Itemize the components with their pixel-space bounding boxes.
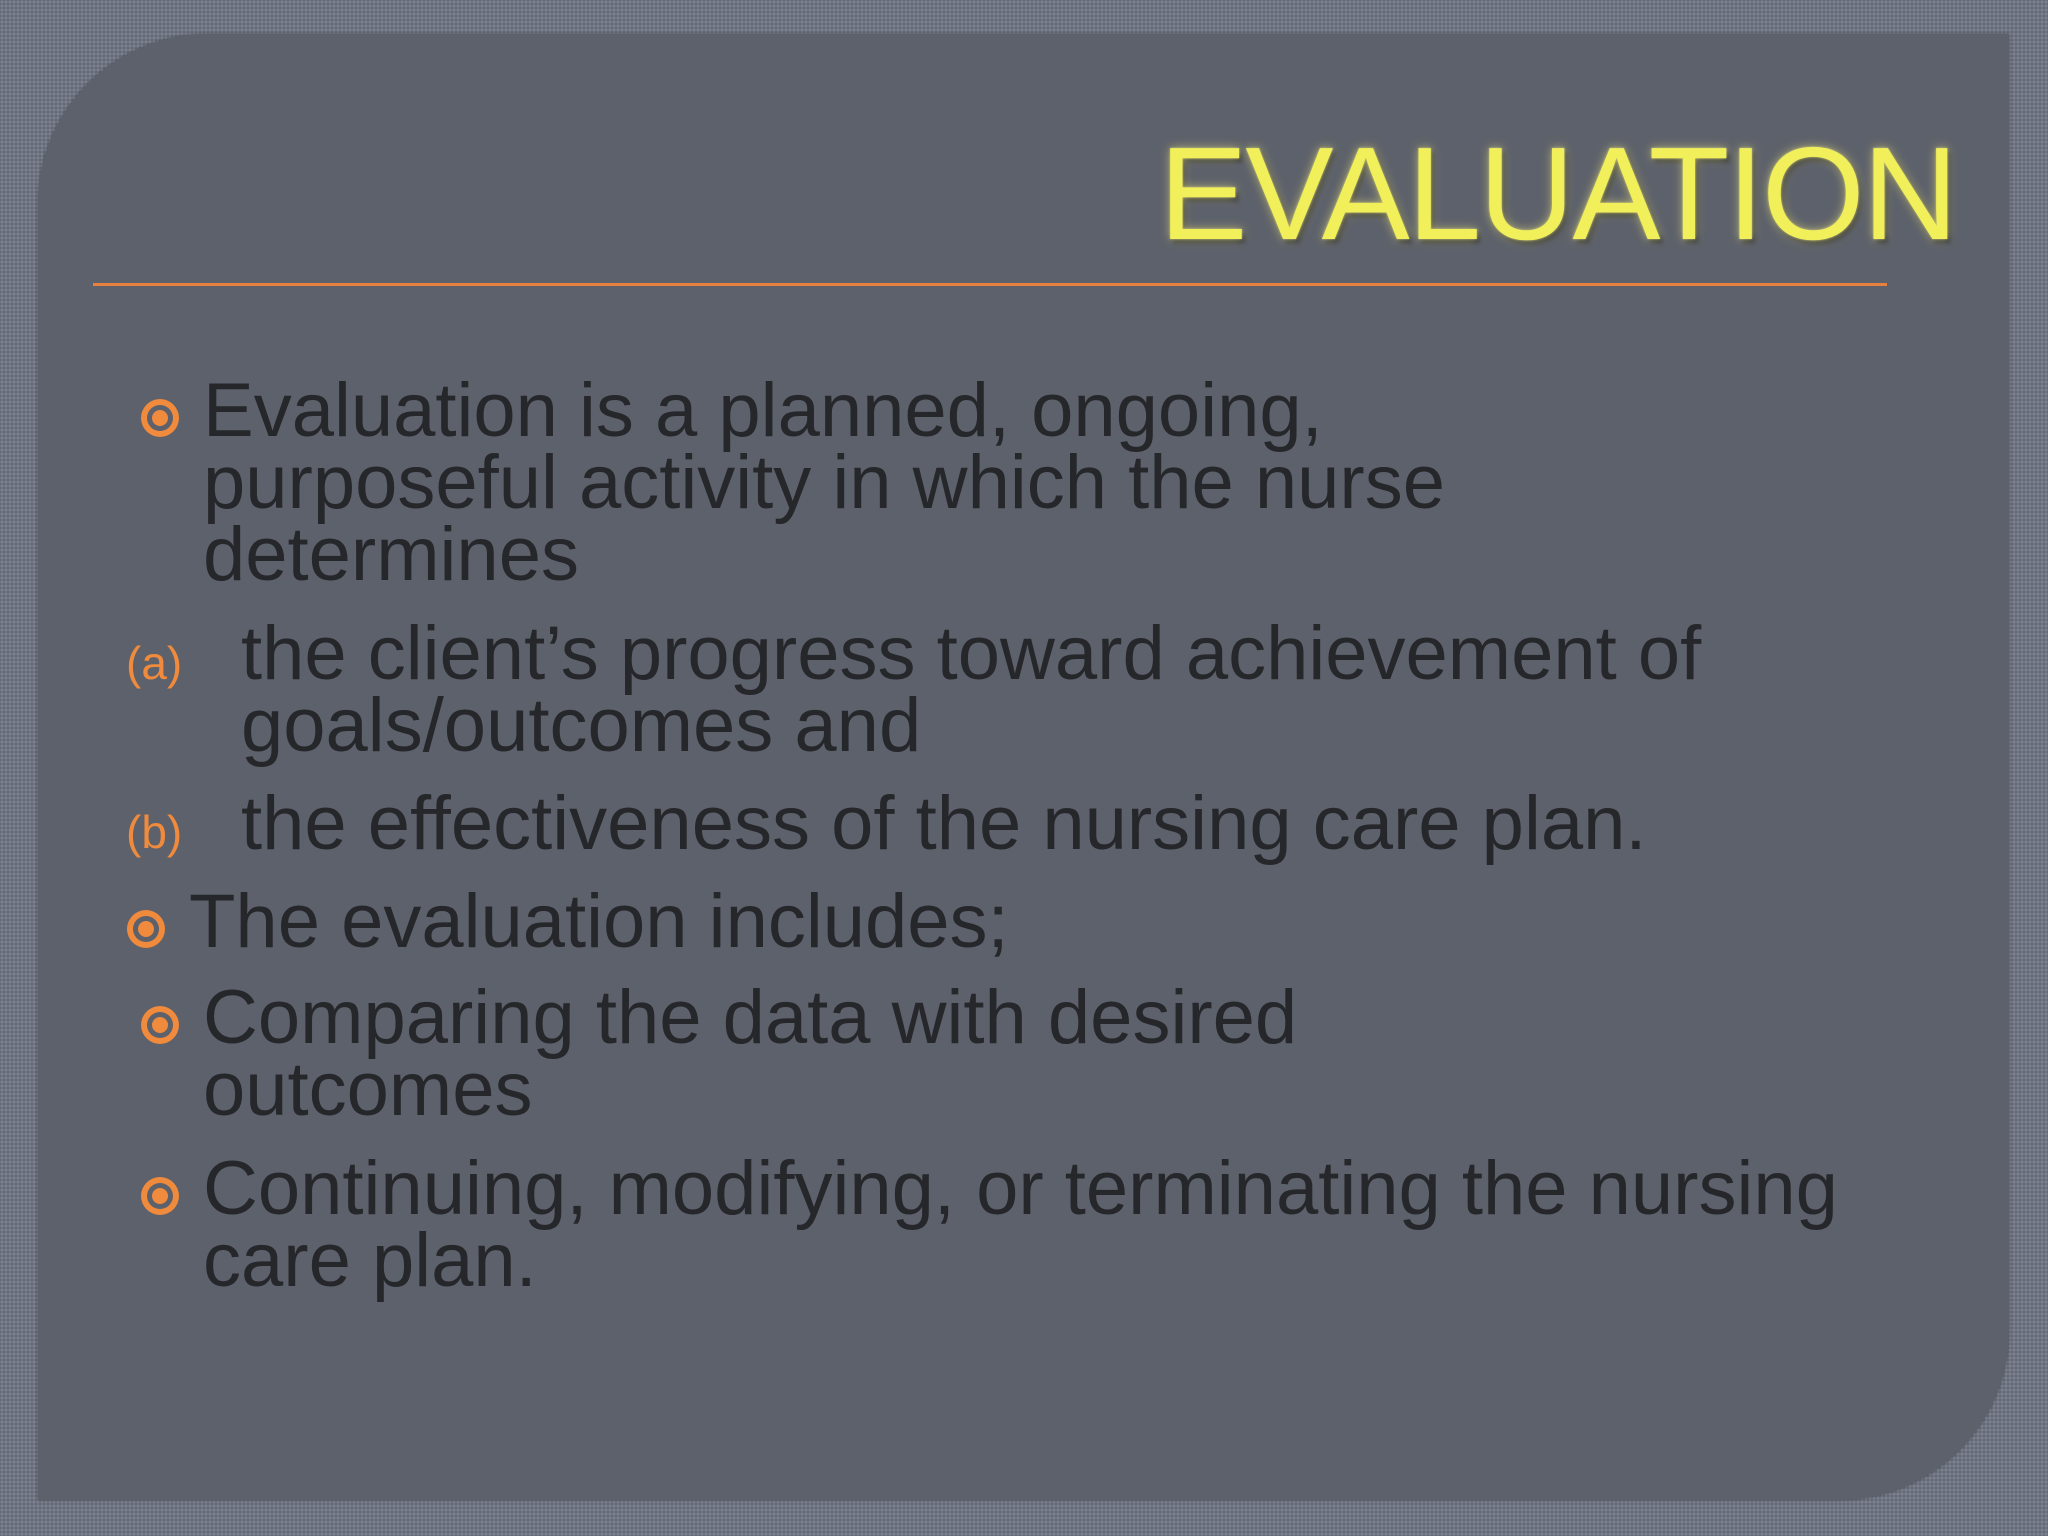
list-marker: (a) [126, 637, 183, 689]
text-line: goals/outcomes and [241, 683, 922, 768]
slide-title: EVALUATION [1159, 120, 1956, 267]
sub-item-text [241, 781, 1647, 866]
bullet-text [203, 975, 1298, 1132]
text-line: determines [203, 512, 579, 597]
sub-item-text [241, 611, 1702, 768]
text-line: care plan. [203, 1218, 537, 1303]
list-marker: (b) [126, 806, 183, 858]
circle-dot-icon [141, 399, 179, 437]
circle-dot-icon [141, 1006, 179, 1044]
text-line: purposeful activity in which the nurse [203, 440, 1445, 525]
text-line: the client’s progress toward achievement of [241, 611, 1702, 696]
text-line: Evaluation is a planned, ongoing, [203, 368, 1323, 453]
circle-dot-icon [127, 910, 165, 948]
text-line: outcomes [203, 1047, 533, 1132]
text-line: The evaluation includes; [189, 879, 1009, 964]
text-line: Continuing, modifying, or terminating the nursing [203, 1146, 1838, 1231]
bullet-text [189, 879, 1009, 964]
bullet-text [203, 368, 1445, 597]
text-line: Comparing the data with desired [203, 975, 1298, 1060]
text-line: the effectiveness of the nursing care plan. [241, 781, 1647, 866]
circle-dot-icon [141, 1177, 179, 1215]
bullet-text [203, 1146, 1838, 1303]
